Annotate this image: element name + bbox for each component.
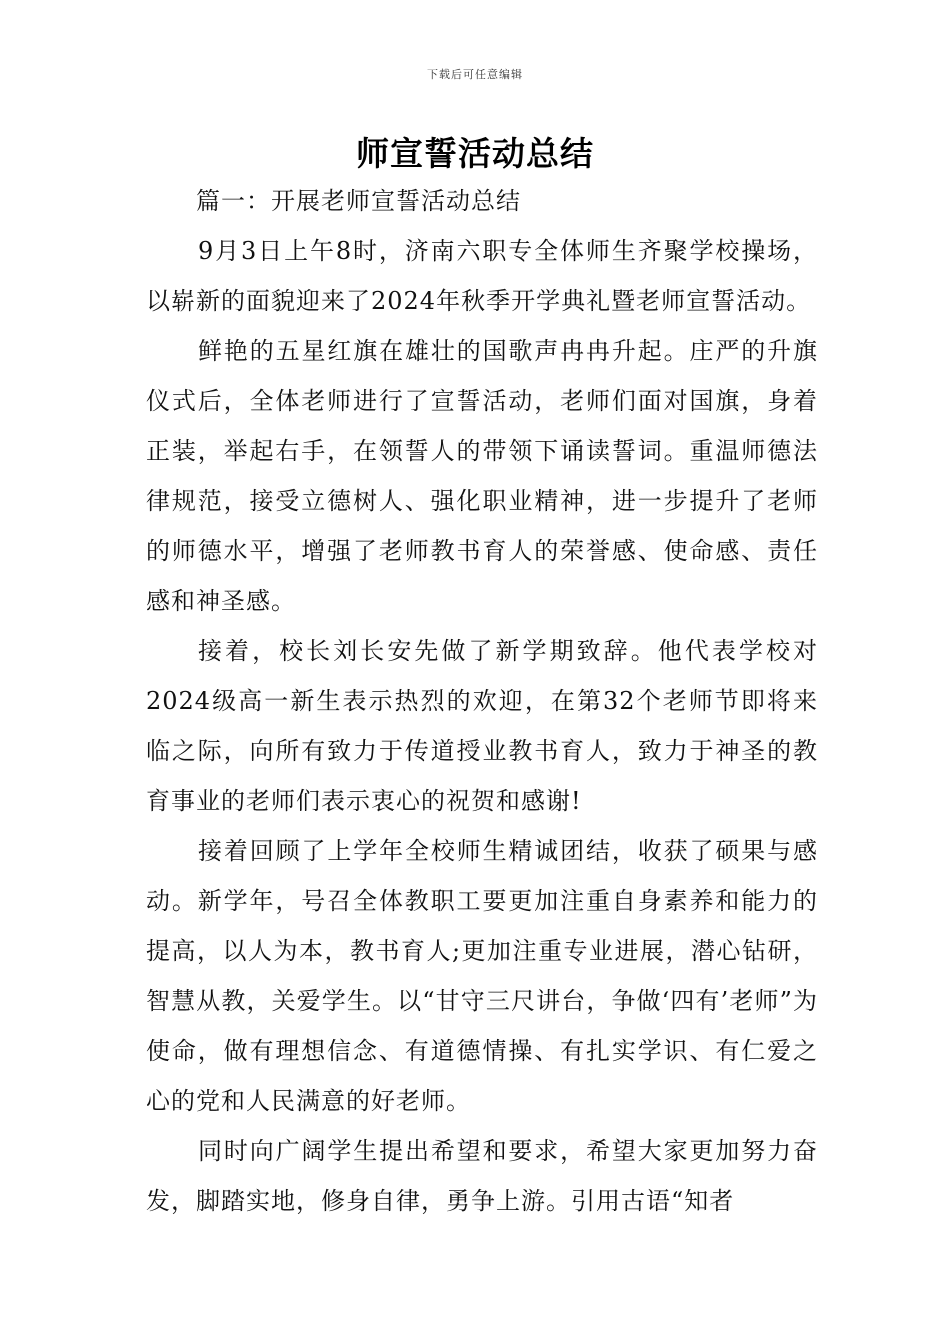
paragraph: 接着，校长刘长安先做了新学期致辞。他代表学校对2024级高一新生表示热烈的欢迎，在第32个老师节即将来临之际，向所有致力于传道授业教书育人，致力于神圣的教育事业的老师们表示衷心的祝贺和感谢! — [146, 637, 818, 815]
header-note: 下载后可任意编辑 — [427, 68, 523, 81]
paragraph: 接着回顾了上学年全校师生精诚团结，收获了硕果与感动。新学年，号召全体教职工要更加注重自身素养和能力的提高，以人为本，教书育人;更加注重专业进展，潜心钻研，智慧从教，关爱学生。以“甘守三尺讲台，争做‘四有’老师”为使命，做有理想信念、有道德情操、有扎实学识、有仁爱之心的党和人民满意的好老师。 — [146, 837, 818, 1115]
paragraph: 9月3日上午8时，济南六职专全体师生齐聚学校操场，以崭新的面貌迎来了2024年秋季开学典礼暨老师宣誓活动。 — [146, 237, 818, 315]
section-heading: 篇一：开展老师宣誓活动总结 — [196, 187, 521, 215]
paragraph: 鲜艳的五星红旗在雄壮的国歌声冉冉升起。庄严的升旗仪式后，全体老师进行了宣誓活动，老师们面对国旗，身着正装，举起右手，在领誓人的带领下诵读誓词。重温师德法律规范，接受立德树人、强化职业精神，进一步提升了老师的师德水平，增强了老师教书育人的荣誉感、使命感、责任感和神圣感。 — [146, 337, 818, 615]
document-title: 师宣誓活动总结 — [356, 134, 594, 173]
paragraph: 同时向广阔学生提出希望和要求，希望大家更加努力奋发，脚踏实地，修身自律，勇争上游。引用古语“知者 — [146, 1137, 818, 1215]
document-body — [146, 176, 818, 1226]
